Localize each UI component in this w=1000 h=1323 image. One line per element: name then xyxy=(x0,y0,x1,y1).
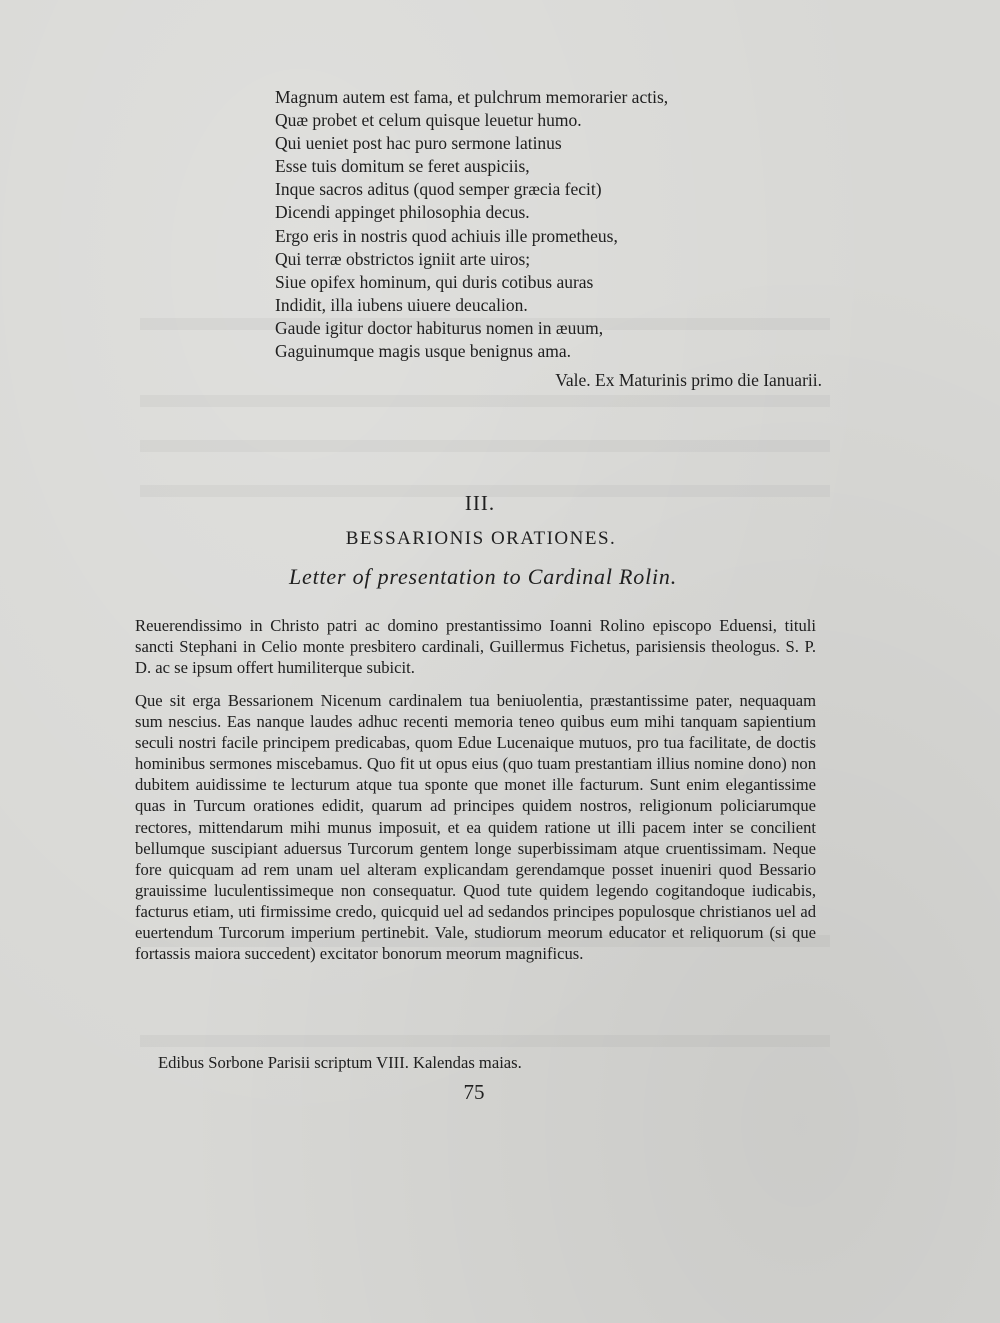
section-subtitle: Letter of presentation to Cardinal Rolin. xyxy=(288,564,678,589)
section-title: BESSARIONIS ORATIONES. xyxy=(345,528,617,549)
verse-line: Gaguinumque magis usque benignus ama. xyxy=(275,341,571,362)
verse-line: Qui ueniet post hac puro sermone latinus xyxy=(275,133,562,154)
page-number: 75 xyxy=(463,1080,485,1104)
show-through-line xyxy=(140,440,830,452)
verse-line: Qui terræ obstrictos igniit arte uiros; xyxy=(275,248,531,269)
verse-line: Magnum autem est fama, et pulchrum memorarier actis, xyxy=(275,87,669,107)
verse-line: Siue opifex hominum, qui duris cotibus auras xyxy=(275,271,594,292)
verse-line: Quæ probet et celum quisque leuetur humo. xyxy=(275,110,582,131)
show-through-line xyxy=(140,395,830,407)
verse-line: Gaude igitur doctor habiturus nomen in æuum, xyxy=(275,317,604,338)
verse-line: Dicendi appinget philosophia decus. xyxy=(275,202,530,223)
verse-line: Ergo eris in nostris quod achiuis ille prometheus, xyxy=(275,225,618,246)
verse-block xyxy=(275,86,835,363)
letter-closing: Edibus Sorbone Parisii scriptum VIII. Kalendas maias. xyxy=(158,1053,522,1072)
section-number: III. xyxy=(464,491,496,515)
verse-line: Inque sacros aditus (quod semper græcia fecit) xyxy=(275,179,602,200)
salutation-paragraph: Reuerendissimo in Christo patri ac domino prestantissimo Ioanni Rolino episcopo Eduensi, tituli sancti Stephani in Celio monte presbitero cardinali, Guillermus Fichetus, parisiensis theologus. S. P. D. ac se ipsum offert humiliterque subicit. xyxy=(135,616,816,678)
letter-body-paragraph: Que sit erga Bessarionem Nicenum cardinalem tua beniuolentia, præstantissime pater, nequaquam sum nescius. Eas nanque laudes adhuc recenti memoria teneo quibus eum mihi tanquam sapientium seculi nostri facile principem predicabas, quom Edue Lucenaique mutuos, pro tua facilitate, de doctis hominibus sermones miscebamus. Quo fit ut opus eius (quo tuam prestantiam illius nomine dono) non dubitem auidissime te lecturum atque tua sponte que monet ille facturum. Sunt enim elegantissime quas in Turcum orationes edidit, quarum ad principes quidem nostros, religionum policiarumque rectores, mittendarum mihi munus imposuit, et ea quidem ratione ut illi pacem inter se concilient bellumque suscipiant aduersus Turcorum gentem longe superbissimam atque cruentissimam. Neque fore quicquam ad rem unam uel alteram explicandam gerendamque posset inueniri quod Bessario grauissime luculentissimeque non consequatur. Quod tute quidem legendo cogitandoque iudicabis, facturus etiam, uti firmissime credo, quicquid uel ad sedandos principes populosque christianos uel ad euertendum Turcorum imperium pertinebit. Vale, studiorum meorum educator et reliquorum (si que fortassis maiora succedent) excitator bonorum meorum magnificus. xyxy=(135,691,816,964)
show-through-line xyxy=(140,1035,830,1047)
verse-line: Esse tuis domitum se feret auspiciis, xyxy=(275,156,530,177)
verse-line: Indidit, illa iubens uiuere deucalion. xyxy=(275,294,528,315)
verse-signoff: Vale. Ex Maturinis primo die Ianuarii. xyxy=(555,370,822,390)
